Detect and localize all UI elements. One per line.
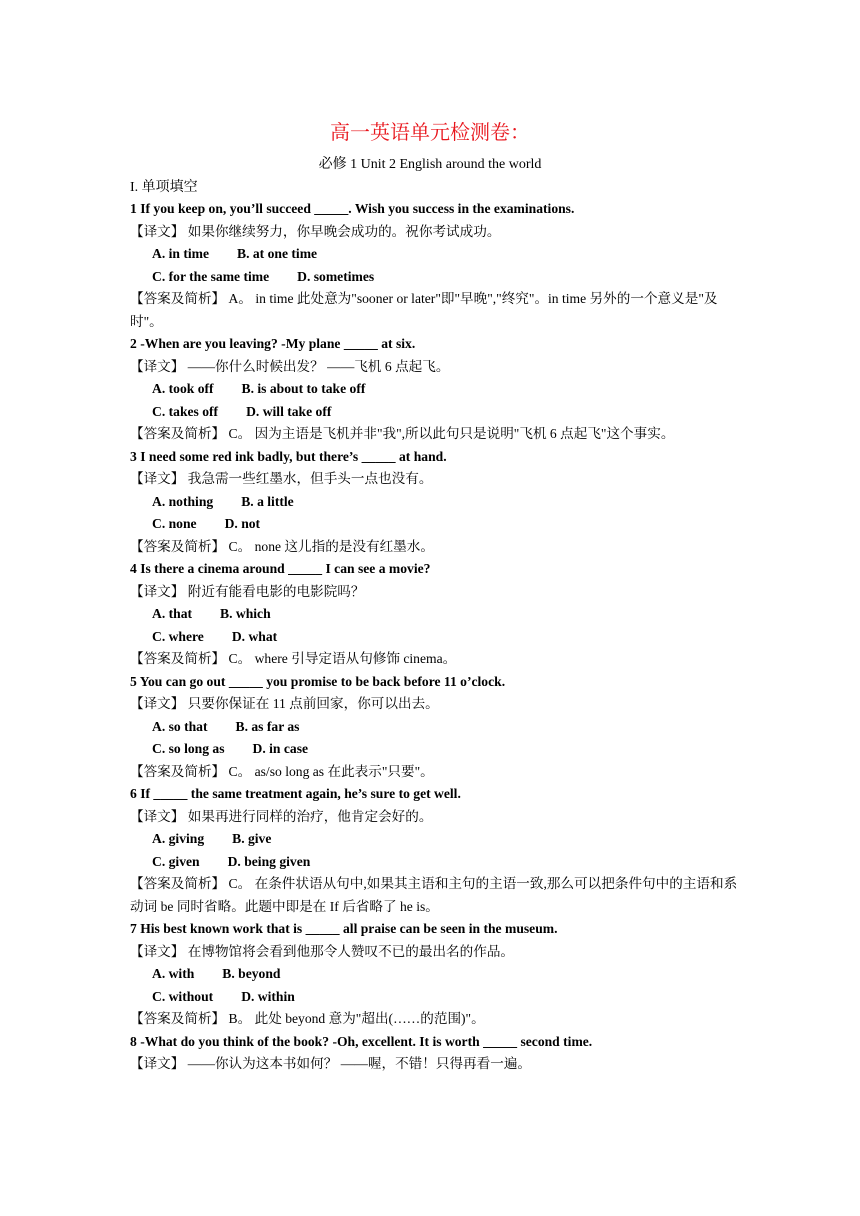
option-choice: D. sometimes: [297, 268, 375, 284]
option-choice: C. for the same time: [152, 268, 270, 284]
option-row: [130, 716, 740, 739]
option-row: [130, 626, 740, 649]
option-choice: B. which: [220, 606, 271, 621]
option-row: [130, 243, 740, 266]
question-text: 7 His best known work that is _____ all praise can be seen in the museum.: [130, 921, 558, 936]
document-subtitle: 必修 1 Unit 2 English around the world: [318, 157, 542, 172]
option-choice: A. nothing: [152, 493, 214, 509]
option-choice: D. within: [241, 988, 295, 1004]
question-text: 1 If you keep on, you’ll succeed _____. Wish you success in the examinations.: [130, 201, 575, 216]
translation-text: 【译文】 附近有能看电影的电影院吗？: [130, 583, 365, 599]
option-choice: A. with: [152, 966, 195, 981]
translation-text: 【译文】 在博物馆将会看到他那令人赞叹不已的最出名的作品。: [130, 943, 515, 959]
option-choice: B. at one time: [237, 246, 318, 261]
option-choice: C. none: [152, 516, 197, 531]
question-list: [130, 198, 740, 1076]
translation-text: 【译文】 ——你认为这本书如何？ ——喔，不错！只得再看一遍。: [130, 1056, 532, 1071]
section-heading: I. 单项填空: [130, 180, 198, 195]
option-choice: B. give: [232, 831, 272, 846]
option-choice: A. so that: [152, 718, 208, 734]
translation-text: 【译文】 如果你继续努力，你早晚会成功的。祝你考试成功。: [130, 223, 501, 239]
question-text: 5 You can go out _____ you promise to be back before 11 o’clock.: [130, 673, 506, 689]
option-row: [130, 828, 740, 851]
question-item: [130, 333, 740, 446]
option-row: [130, 378, 740, 401]
option-choice: A. in time: [152, 246, 210, 261]
translation-text: 【译文】 如果再进行同样的治疗，他肯定会好的。: [130, 808, 433, 824]
question-item: [130, 918, 740, 1031]
answer-explanation: 【答案及简析】 A。 in time 此处意为"sooner or later"即"早晚","终究"。in time 另外的一个意义是"及时"。: [130, 291, 718, 329]
option-choice: B. is about to take off: [241, 381, 366, 396]
option-row: [130, 851, 740, 874]
option-choice: A. took off: [152, 381, 214, 396]
option-row: [130, 491, 740, 514]
option-row: [130, 266, 740, 289]
translation-text: 【译文】 只要你保证在 11 点前回家，你可以出去。: [130, 696, 439, 711]
option-row: [130, 401, 740, 424]
answer-explanation: 【答案及简析】 C。 where 引导定语从句修饰 cinema。: [130, 651, 457, 666]
option-choice: C. without: [152, 988, 214, 1004]
answer-explanation: 【答案及简析】 C。 因为主语是飞机并非"我",所以此句只是说明"飞机 6 点起飞"这个事实。: [130, 426, 675, 441]
question-text: 2 -When are you leaving? -My plane _____ at six.: [130, 336, 416, 351]
option-choice: D. being given: [227, 853, 311, 869]
answer-explanation: 【答案及简析】 B。 此处 beyond 意为"超出(……的范围)"。: [130, 1011, 485, 1026]
option-choice: C. given: [152, 853, 200, 869]
question-item: [130, 446, 740, 559]
document-title: 高一英语单元检测卷：: [330, 120, 530, 144]
option-choice: B. beyond: [222, 966, 281, 981]
option-row: [130, 986, 740, 1009]
answer-explanation: 【答案及简析】 C。 as/so long as 在此表示"只要"。: [130, 763, 434, 779]
question-item: [130, 671, 740, 784]
question-text: 8 -What do you think of the book? -Oh, excellent. It is worth _____ second time.: [130, 1033, 593, 1049]
option-choice: A. giving: [152, 831, 205, 846]
question-text: 4 Is there a cinema around _____ I can see a movie?: [130, 561, 431, 576]
option-choice: D. what: [231, 628, 278, 644]
option-choice: D. will take off: [246, 403, 332, 419]
option-choice: A. that: [152, 606, 193, 621]
option-choice: D. in case: [252, 741, 309, 756]
answer-explanation: 【答案及简析】 C。 none 这儿指的是没有红墨水。: [130, 538, 434, 554]
option-row: [130, 738, 740, 761]
translation-text: 【译文】 ——你什么时候出发？ ——飞机 6 点起飞。: [130, 358, 450, 374]
answer-explanation: 【答案及简析】 C。 在条件状语从句中,如果其主语和主句的主语一致,那么可以把条件句中的主语和系动词 be 同时省略。此题中即是在 If 后省略了 he is。: [130, 876, 738, 914]
question-text: 6 If _____ the same treatment again, he’s sure to get well.: [130, 786, 461, 801]
option-row: [130, 603, 740, 626]
question-item: [130, 783, 740, 918]
option-choice: C. where: [152, 628, 204, 644]
option-choice: D. not: [224, 516, 261, 531]
question-item: [130, 558, 740, 671]
option-row: [130, 513, 740, 536]
question-item: [130, 198, 740, 333]
question-text: 3 I need some red ink badly, but there’s _____ at hand.: [130, 448, 447, 464]
translation-text: 【译文】 我急需一些红墨水，但手头一点也没有。: [130, 471, 433, 486]
option-choice: C. so long as: [152, 741, 225, 756]
option-choice: B. as far as: [235, 718, 300, 734]
option-row: [130, 963, 740, 986]
option-choice: B. a little: [241, 493, 294, 509]
question-item: [130, 1031, 740, 1076]
option-choice: C. takes off: [152, 403, 219, 419]
